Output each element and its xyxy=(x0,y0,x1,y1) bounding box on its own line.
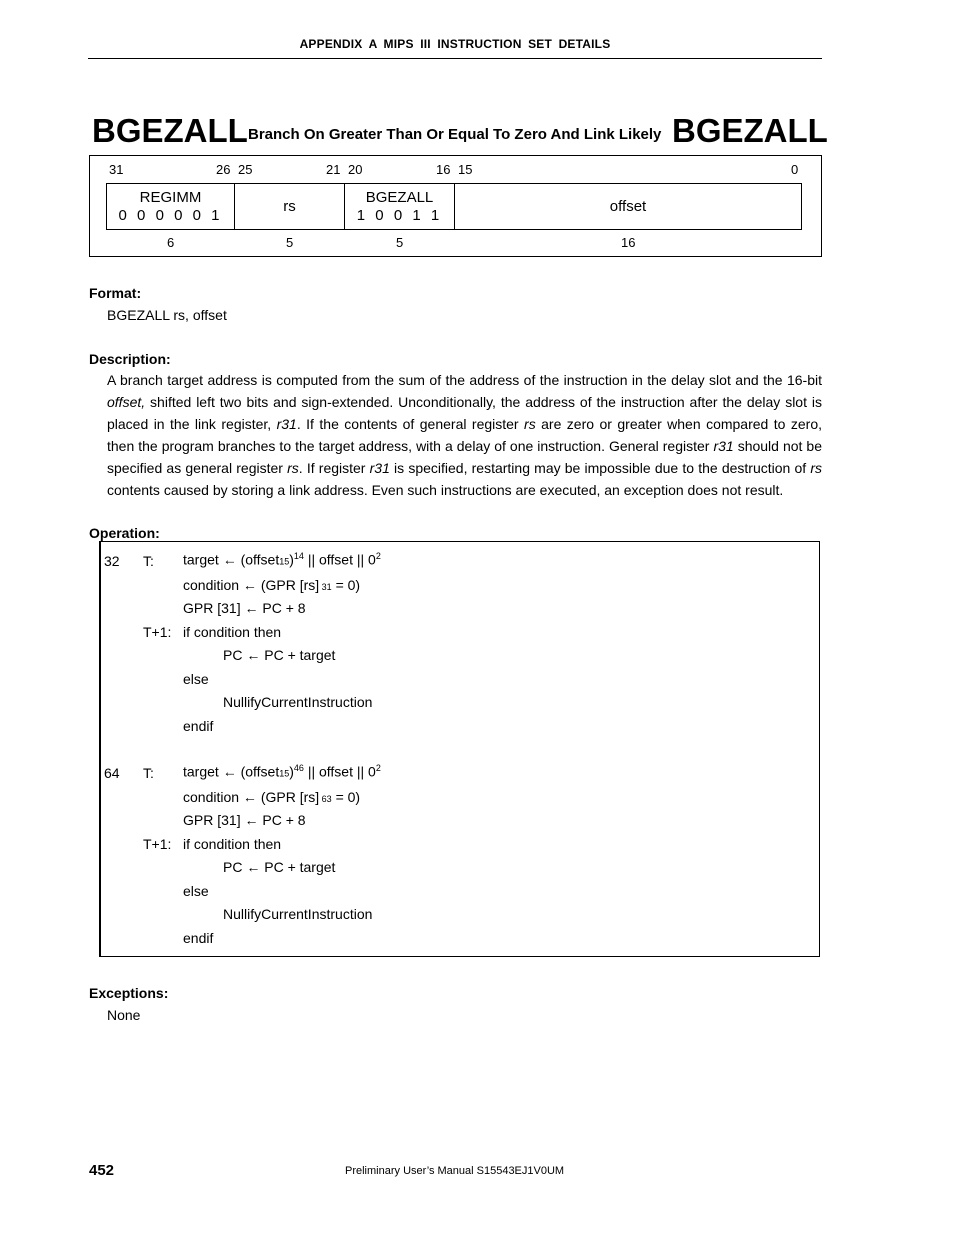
op-timing-t1: T+1: xyxy=(143,836,172,852)
description-heading: Description: xyxy=(89,351,171,367)
field-name: REGIMM xyxy=(139,188,202,206)
instruction-description: Branch On Greater Than Or Equal To Zero And Link Likely xyxy=(248,126,662,143)
field-name: rs xyxy=(283,197,296,215)
op-nullify-line: NullifyCurrentInstruction xyxy=(223,694,373,710)
description-text: A branch target address is computed from the sum of the address of the instruction in the delay slot and the 16-bit offset, shifted left two bits and sign-extended. Unconditionally, the address of the instruction after the delay slot is placed in the link register, r31. If the contents of general register rs are zero or greater when compared to zero, then the program branches to the target address, with a delay of one instruction. General register r31 should not be specified as general register rs. If register r31 is specified, restarting may be impossible due to the destruction of rs contents caused by storing a link address. Even such instructions are executed, an exception does not result. xyxy=(107,372,823,498)
format-text: BGEZALL rs, offset xyxy=(107,307,227,323)
bit-number: 26 xyxy=(216,162,231,177)
operation-heading: Operation: xyxy=(89,525,160,541)
field-width: 6 xyxy=(167,235,175,250)
op-timing-t1: T+1: xyxy=(143,624,172,640)
field-offset xyxy=(455,184,801,229)
op-width-64: 64 xyxy=(104,765,120,781)
op-endif-line: endif xyxy=(183,718,214,734)
op-if-line: if condition then xyxy=(183,836,282,852)
op-endif-line: endif xyxy=(183,930,214,946)
field-width: 16 xyxy=(621,235,636,250)
field-width: 5 xyxy=(396,235,404,250)
header-rule xyxy=(88,58,822,59)
op-pc-line: PC ← PC + target xyxy=(223,859,336,875)
op-else-line: else xyxy=(183,671,209,687)
op-condition-line: condition ← (GPR [rs] 63 = 0) xyxy=(183,789,361,805)
bit-number: 0 xyxy=(791,162,799,177)
page-header: APPENDIX A MIPS III INSTRUCTION SET DETAILS xyxy=(299,37,611,51)
field-name: BGEZALL xyxy=(365,188,434,206)
op-target-line: target ← (offset15)$^{14}$ || offset || $0^2$ xyxy=(183,551,381,568)
field-width: 5 xyxy=(286,235,294,250)
field-name: offset xyxy=(609,197,647,215)
op-else-line: else xyxy=(183,883,209,899)
field-bgezall xyxy=(345,184,455,229)
exceptions-text: None xyxy=(107,1007,141,1023)
page-number: 452 xyxy=(89,1162,115,1179)
instruction-mnemonic-right: BGEZALL xyxy=(672,112,828,149)
field-regimm xyxy=(107,184,235,229)
field-rs xyxy=(235,184,345,229)
bit-number: 25 xyxy=(238,162,253,177)
field-code: 0 0 0 0 0 1 xyxy=(118,206,223,224)
op-width-32: 32 xyxy=(104,553,120,569)
op-if-line: if condition then xyxy=(183,624,282,640)
op-nullify-line: NullifyCurrentInstruction xyxy=(223,906,373,922)
bit-number: 31 xyxy=(109,162,124,177)
op-timing-t: T: xyxy=(143,553,154,569)
bit-number: 20 xyxy=(348,162,363,177)
footer-manual: Preliminary User’s Manual S15543EJ1V0UM xyxy=(345,1165,565,1177)
op-gpr-line: GPR [31] ← PC + 8 xyxy=(183,600,306,616)
op-target-line: target ← (offset15)$^{46}$ || offset || $0^2$ xyxy=(183,763,381,780)
op-gpr-line: GPR [31] ← PC + 8 xyxy=(183,812,306,828)
field-code: 1 0 0 1 1 xyxy=(356,206,443,224)
instruction-mnemonic-left: BGEZALL xyxy=(92,112,248,149)
bit-number: 15 xyxy=(458,162,473,177)
op-condition-line: condition ← (GPR [rs] 31 = 0) xyxy=(183,577,361,593)
op-timing-t: T: xyxy=(143,765,154,781)
bit-number: 16 xyxy=(436,162,451,177)
encoding-fields xyxy=(106,183,802,230)
exceptions-heading: Exceptions: xyxy=(89,985,169,1001)
op-pc-line: PC ← PC + target xyxy=(223,647,336,663)
bit-number: 21 xyxy=(326,162,341,177)
format-heading: Format: xyxy=(89,285,142,301)
